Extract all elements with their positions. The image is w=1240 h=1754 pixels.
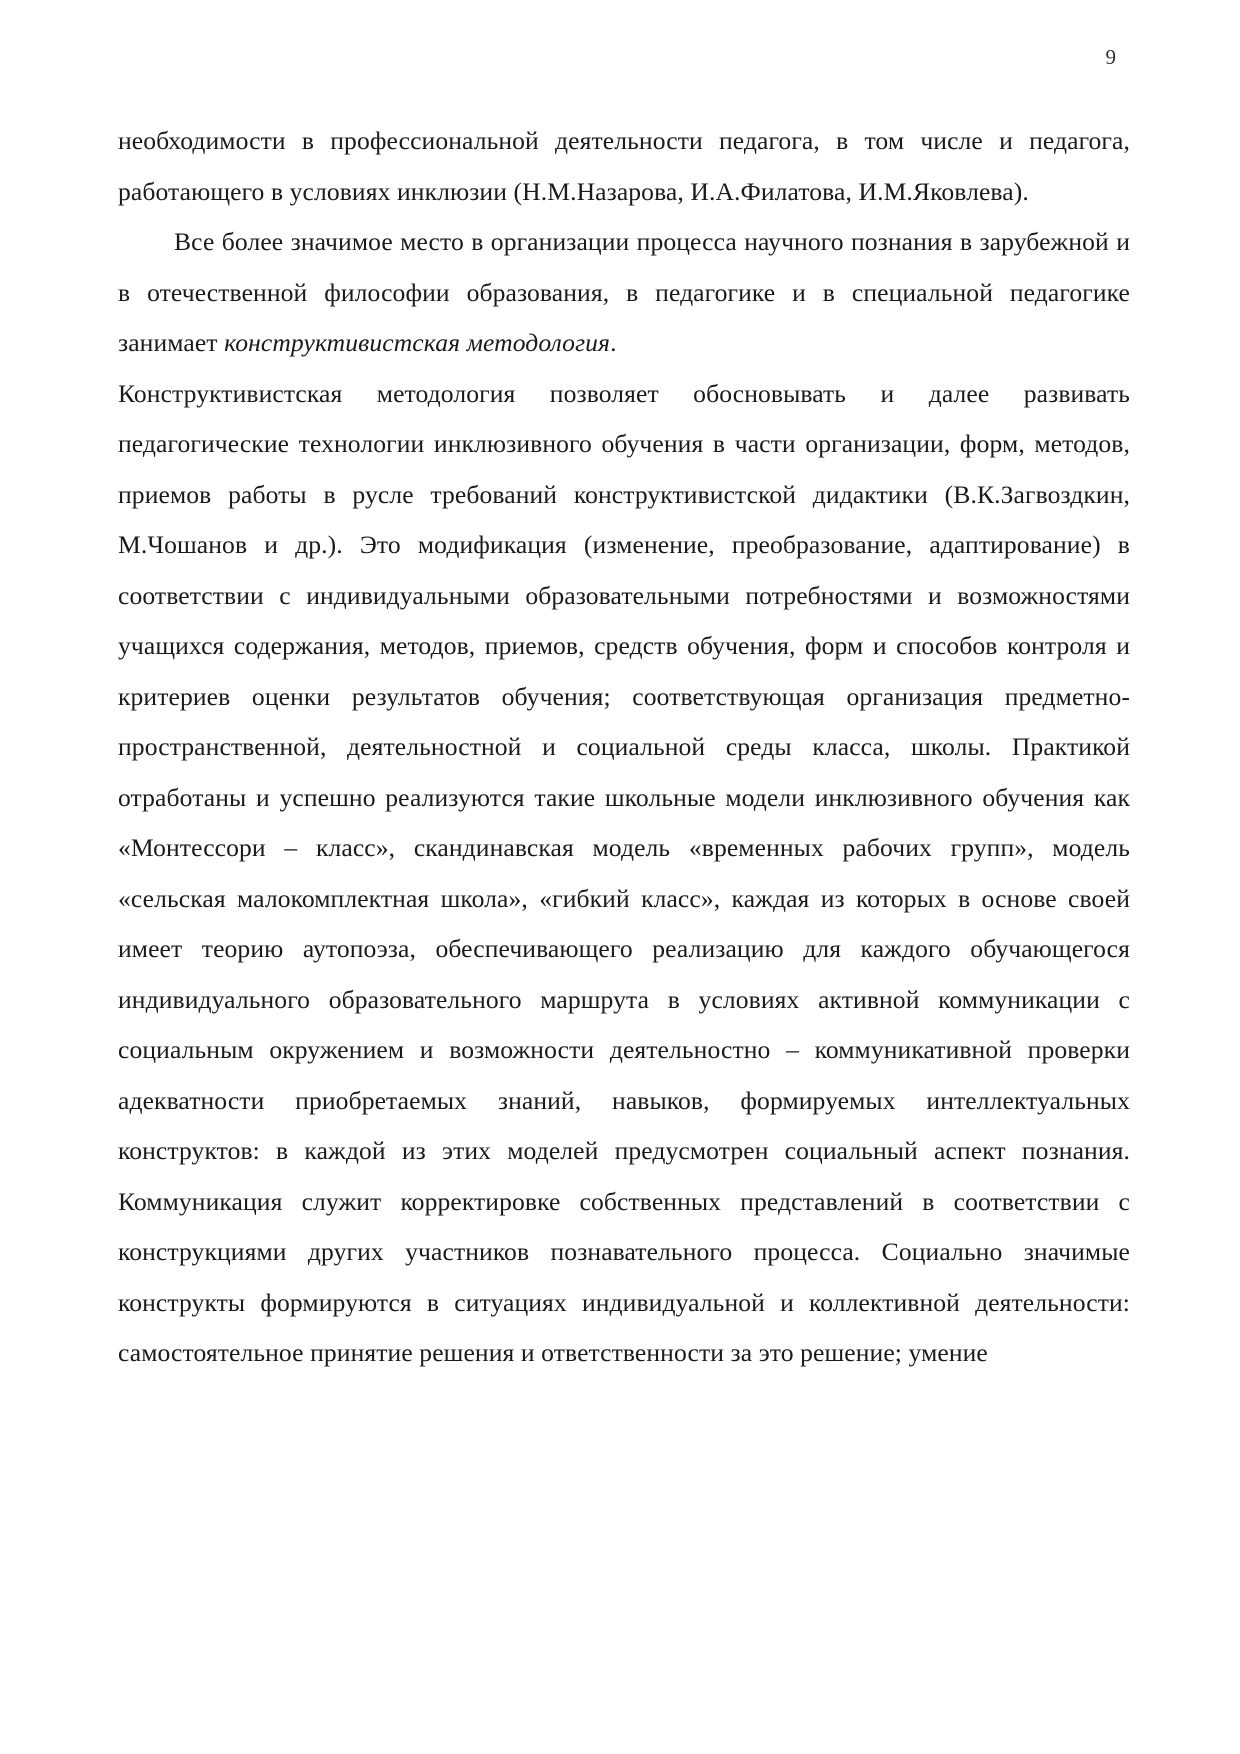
paragraph-intro-text: Все более значимое место в организации процесса научного познания в зарубежной и в отечественной философии образования, в педагогике и в специальной педагогике занимает: [118, 227, 1130, 357]
paragraph-constructivist-intro: [118, 217, 1130, 369]
paragraph-intro-end: .: [610, 328, 617, 357]
emphasized-term: конструктивистская методология: [224, 328, 611, 357]
body-text: [118, 116, 1130, 1379]
paragraph-continuation: необходимости в профессиональной деятельности педагога, в том числе и педагога, работающего в условиях инклюзии (Н.М.Назарова, И.А.Филатова, И.М.Яковлева).: [118, 126, 1130, 206]
paragraph-constructivist-methodology: Конструктивистская методология позволяет обосновывать и далее развивать педагогические технологии инклюзивного обучения в части организации, форм, методов, приемов работы в русле требований конструктивистской дидактики (В.К.Загвоздкин, М.Чошанов и др.). Это модификация (изменение, преобразование, адаптирование) в соответствии с индивидуальными образовательными потребностями и возможностями учащихся содержания, методов, приемов, средств обучения, форм и способов контроля и критериев оценки результатов обучения; соответствующая организация предметно-пространственной, деятельностной и социальной среды класса, школы. Практикой отработаны и успешно реализуются такие школьные модели инклюзивного обучения как «Монтессори – класс», скандинавская модель «временных рабочих групп», модель «сельская малокомплектная школа», «гибкий класс», каждая из которых в основе своей имеет теорию аутопоэза, обеспечивающего реализацию для каждого обучающегося индивидуального образовательного маршрута в условиях активной коммуникации с социальным окружением и возможности деятельностно – коммуникативной проверки адекватности приобретаемых знаний, навыков, формируемых интеллектуальных конструктов: в каждой из этих моделей предусмотрен социальный аспект познания. Коммуникация служит корректировке собственных представлений в соответствии с конструкциями других участников познавательного процесса. Социально значимые конструкты формируются в ситуациях индивидуальной и коллективной деятельности: самостоятельное принятие решения и ответственности за это решение; умение: [118, 378, 1130, 1367]
page-number: 9: [1105, 45, 1116, 69]
